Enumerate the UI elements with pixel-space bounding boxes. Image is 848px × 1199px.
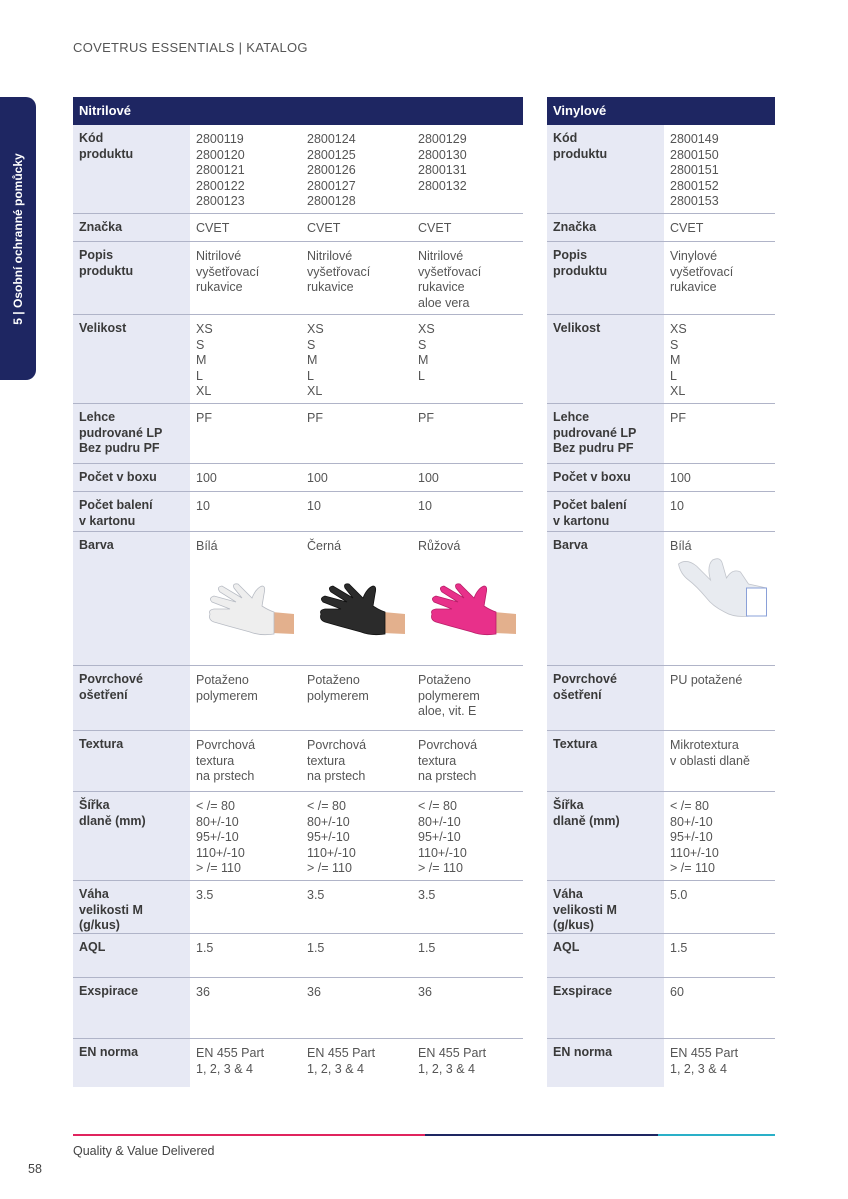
row-label: AQL bbox=[553, 940, 580, 954]
cell-barva: Černá bbox=[307, 539, 342, 553]
cell-textura: Povrchová textura na prstech bbox=[418, 738, 478, 784]
cell-aql: 1.5 bbox=[418, 941, 436, 955]
row-label: Velikost bbox=[79, 321, 127, 335]
table-row-pocet_box bbox=[73, 464, 523, 492]
cell-velikost: XS S M L XL bbox=[307, 322, 324, 399]
cell-vaha: 5.0 bbox=[670, 888, 688, 902]
cell-pocet_box: 100 bbox=[670, 471, 691, 485]
cell-popis: Nitrilové vyšetřovací rukavice aloe vera bbox=[418, 249, 482, 310]
table-row-pocet_kart bbox=[73, 492, 523, 532]
row-label: Počet balení v kartonu bbox=[553, 498, 627, 528]
footer-tagline: Quality & Value Delivered bbox=[73, 1144, 215, 1158]
glove-cuff bbox=[747, 588, 767, 616]
glove-shape bbox=[321, 584, 386, 635]
vinyl-gloves-table bbox=[547, 97, 775, 1087]
row-label: Šířka dlaně (mm) bbox=[553, 798, 620, 828]
cell-kod: 2800124 2800125 2800126 2800127 2800128 bbox=[307, 132, 356, 209]
page-number: 58 bbox=[28, 1162, 42, 1176]
glove-image bbox=[428, 576, 518, 656]
cell-povrch: Potaženo polymerem bbox=[307, 673, 369, 703]
row-label: Váha velikosti M (g/kus) bbox=[79, 887, 143, 933]
row-label: Velikost bbox=[553, 321, 601, 335]
cell-lehce: PF bbox=[196, 411, 212, 425]
row-label: Počet balení v kartonu bbox=[79, 498, 153, 528]
table-row-povrch bbox=[73, 666, 523, 731]
row-label: Šířka dlaně (mm) bbox=[79, 798, 146, 828]
vinyl-table-header: Vinylové bbox=[547, 97, 775, 125]
table-row-textura bbox=[73, 731, 523, 792]
table-row-popis bbox=[547, 242, 775, 315]
footer-line-navy bbox=[425, 1134, 658, 1136]
cell-aql: 1.5 bbox=[670, 941, 688, 955]
row-label: Barva bbox=[553, 538, 588, 552]
row-label: Povrchové ošetření bbox=[79, 672, 143, 702]
cell-aql: 1.5 bbox=[196, 941, 214, 955]
table-row-velikost bbox=[547, 315, 775, 404]
cell-exspirace: 36 bbox=[196, 985, 210, 999]
cell-textura: Povrchová textura na prstech bbox=[307, 738, 367, 784]
cell-aql: 1.5 bbox=[307, 941, 325, 955]
glove-shape bbox=[210, 584, 275, 635]
cell-vaha: 3.5 bbox=[196, 888, 214, 902]
cell-znacka: CVET bbox=[418, 221, 452, 235]
cell-sirka: < /= 80 80+/-10 95+/-10 110+/-10 > /= 110 bbox=[196, 799, 245, 876]
section-side-tab bbox=[0, 97, 36, 380]
row-label: Váha velikosti M (g/kus) bbox=[553, 887, 617, 933]
cell-en: EN 455 Part 1, 2, 3 & 4 bbox=[418, 1046, 487, 1076]
cell-kod: 2800119 2800120 2800121 2800122 2800123 bbox=[196, 132, 245, 209]
footer-line-red bbox=[73, 1134, 425, 1136]
footer-line-teal bbox=[658, 1134, 775, 1136]
row-label: Popis produktu bbox=[79, 248, 134, 278]
catalog-header-title: COVETRUS ESSENTIALS | KATALOG bbox=[73, 40, 308, 55]
table-row-lehce bbox=[73, 404, 523, 464]
cell-pocet_kart: 10 bbox=[307, 499, 321, 513]
cell-znacka: CVET bbox=[670, 221, 704, 235]
cell-popis: Nitrilové vyšetřovací rukavice bbox=[196, 249, 260, 295]
cell-povrch: Potaženo polymerem bbox=[196, 673, 258, 703]
row-label: EN norma bbox=[79, 1045, 139, 1059]
row-label: Textura bbox=[79, 737, 124, 751]
row-label: Exspirace bbox=[553, 984, 613, 998]
table-row-znacka bbox=[73, 214, 523, 242]
cell-sirka: < /= 80 80+/-10 95+/-10 110+/-10 > /= 110 bbox=[418, 799, 467, 876]
row-label: Značka bbox=[79, 220, 123, 234]
table-row-kod bbox=[73, 125, 523, 214]
cell-lehce: PF bbox=[307, 411, 323, 425]
cell-textura: Povrchová textura na prstech bbox=[196, 738, 256, 784]
cell-textura: Mikrotextura v oblasti dlaně bbox=[670, 738, 750, 768]
forearm-skin bbox=[383, 612, 405, 634]
nitrile-gloves-table bbox=[73, 97, 523, 1087]
cell-barva: Bílá bbox=[670, 539, 692, 553]
row-label: AQL bbox=[79, 940, 106, 954]
cell-povrch: PU potažené bbox=[670, 673, 743, 687]
cell-barva: Růžová bbox=[418, 539, 461, 553]
table-row-povrch bbox=[547, 666, 775, 731]
cell-pocet_kart: 10 bbox=[418, 499, 432, 513]
row-label: Kód produktu bbox=[553, 131, 608, 161]
section-side-tab-label: 5 | Osobní ochranné pomůcky bbox=[11, 153, 25, 325]
cell-pocet_kart: 10 bbox=[196, 499, 210, 513]
cell-popis: Vinylové vyšetřovací rukavice bbox=[670, 249, 734, 295]
forearm-skin bbox=[494, 612, 516, 634]
cell-velikost: XS S M L XL bbox=[670, 322, 687, 399]
table-row-vaha bbox=[547, 881, 775, 934]
cell-pocet_box: 100 bbox=[196, 471, 217, 485]
cell-vaha: 3.5 bbox=[307, 888, 325, 902]
cell-znacka: CVET bbox=[307, 221, 341, 235]
table-row-barva bbox=[73, 532, 523, 666]
row-label: Barva bbox=[79, 538, 114, 552]
cell-exspirace: 36 bbox=[307, 985, 321, 999]
row-label: Lehce pudrované LP Bez pudru PF bbox=[553, 410, 637, 456]
cell-en: EN 455 Part 1, 2, 3 & 4 bbox=[196, 1046, 265, 1076]
table-row-exspirace bbox=[73, 978, 523, 1039]
cell-exspirace: 36 bbox=[418, 985, 432, 999]
row-label: EN norma bbox=[553, 1045, 613, 1059]
table-row-velikost bbox=[73, 315, 523, 404]
cell-pocet_kart: 10 bbox=[670, 499, 684, 513]
table-row-vaha bbox=[73, 881, 523, 934]
nitrile-table-header: Nitrilové bbox=[73, 97, 523, 125]
row-label: Exspirace bbox=[79, 984, 139, 998]
row-label: Kód produktu bbox=[79, 131, 134, 161]
cell-sirka: < /= 80 80+/-10 95+/-10 110+/-10 > /= 110 bbox=[670, 799, 719, 876]
table-row-lehce bbox=[547, 404, 775, 464]
row-label: Značka bbox=[553, 220, 597, 234]
row-label: Lehce pudrované LP Bez pudru PF bbox=[79, 410, 163, 456]
table-row-sirka bbox=[547, 792, 775, 881]
cell-en: EN 455 Part 1, 2, 3 & 4 bbox=[307, 1046, 376, 1076]
table-row-aql bbox=[73, 934, 523, 978]
table-row-popis bbox=[73, 242, 523, 315]
cell-povrch: Potaženo polymerem aloe, vit. E bbox=[418, 673, 480, 719]
table-row-aql bbox=[547, 934, 775, 978]
cell-znacka: CVET bbox=[196, 221, 230, 235]
table-row-barva bbox=[547, 532, 775, 666]
cell-vaha: 3.5 bbox=[418, 888, 436, 902]
cell-velikost: XS S M L XL bbox=[196, 322, 213, 399]
cell-pocet_box: 100 bbox=[307, 471, 328, 485]
row-label: Textura bbox=[553, 737, 598, 751]
cell-en: EN 455 Part 1, 2, 3 & 4 bbox=[670, 1046, 739, 1076]
glove-image bbox=[317, 576, 407, 656]
glove-image bbox=[206, 576, 296, 656]
table-row-znacka bbox=[547, 214, 775, 242]
glove-shape bbox=[432, 584, 497, 635]
table-row-pocet_kart bbox=[547, 492, 775, 532]
row-label: Popis produktu bbox=[553, 248, 608, 278]
row-label: Počet v boxu bbox=[79, 470, 157, 484]
glove-image bbox=[674, 554, 769, 634]
table-row-textura bbox=[547, 731, 775, 792]
cell-sirka: < /= 80 80+/-10 95+/-10 110+/-10 > /= 110 bbox=[307, 799, 356, 876]
row-label: Povrchové ošetření bbox=[553, 672, 617, 702]
table-row-pocet_box bbox=[547, 464, 775, 492]
cell-velikost: XS S M L bbox=[418, 322, 435, 383]
cell-barva: Bílá bbox=[196, 539, 218, 553]
table-row-exspirace bbox=[547, 978, 775, 1039]
table-row-sirka bbox=[73, 792, 523, 881]
table-row-kod bbox=[547, 125, 775, 214]
cell-exspirace: 60 bbox=[670, 985, 684, 999]
cell-kod: 2800129 2800130 2800131 2800132 bbox=[418, 132, 467, 193]
row-label: Počet v boxu bbox=[553, 470, 631, 484]
cell-pocet_box: 100 bbox=[418, 471, 439, 485]
cell-lehce: PF bbox=[418, 411, 434, 425]
cell-lehce: PF bbox=[670, 411, 686, 425]
table-row-en bbox=[73, 1039, 523, 1086]
cell-popis: Nitrilové vyšetřovací rukavice bbox=[307, 249, 371, 295]
cell-kod: 2800149 2800150 2800151 2800152 2800153 bbox=[670, 132, 719, 209]
table-row-en bbox=[547, 1039, 775, 1086]
forearm-skin bbox=[272, 612, 294, 634]
